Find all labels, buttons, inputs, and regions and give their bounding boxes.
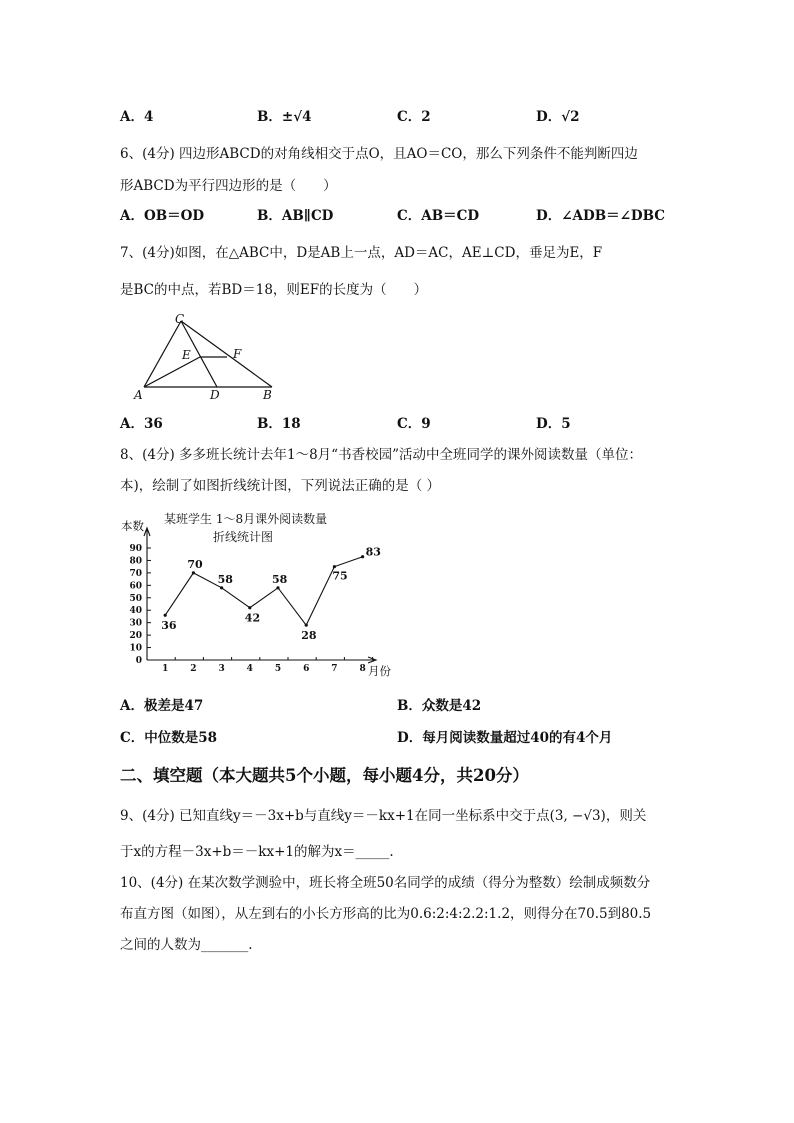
chart-data-point (333, 565, 336, 568)
q5-option-d: D．√2 (536, 109, 580, 125)
label-d: D (210, 388, 220, 402)
chart-data-point (248, 606, 251, 609)
chart-y-tick-label: 60 (129, 581, 142, 592)
chart-x-tick-label: 7 (331, 664, 338, 674)
q6-option-c: C．AB＝CD (397, 208, 480, 224)
chart-x-tick-label: 8 (359, 664, 366, 674)
chart-data-label: 83 (365, 545, 381, 559)
label-b: B (263, 388, 272, 402)
q9-line-1: 9、(4分) 已知直线y＝－3x+b与直线y＝－kx+1在同一坐标系中交于点(3, −√3)，则关 (120, 808, 647, 824)
chart-x-tick-label: 5 (274, 664, 282, 674)
q8-line-1: 8、(4分) 多多班长统计去年1～8月“书香校园”活动中全班同学的课外阅读数量（单位： (120, 447, 642, 463)
chart-x-label: 月份 (368, 664, 391, 678)
chart-data-label: 28 (301, 629, 317, 643)
q5-option-a: A．4 (120, 109, 154, 125)
label-f: F (233, 347, 242, 361)
q10-line-3: 之间的人数为_______. (120, 937, 253, 953)
q10-line-2: 布直方图（如图），从左到右的小长方形高的比为0.6:2:4:2.2:1.2，则得分在70.5到80.5 (120, 906, 652, 922)
q8-option-a: A．极差是47 (120, 698, 204, 714)
label-e: E (182, 348, 191, 362)
chart-y-tick-label: 40 (129, 606, 142, 617)
q10-line-1: 10、(4分) 在某次数学测验中，班长将全班50名同学的成绩（得分为整数）绘制成频数分 (120, 875, 651, 891)
q6-option-b: B．AB∥CD (257, 208, 334, 224)
chart-data-label: 70 (187, 557, 203, 571)
q8-option-d: D．每月阅读数量超过40的有4个月 (397, 730, 613, 746)
q6-line-1: 6、(4分) 四边形ABCD的对角线相交于点O，且AO＝CO，那么下列条件不能判断四边 (120, 146, 638, 162)
chart-y-tick-label: 30 (129, 618, 142, 629)
q8-line-chart (118, 508, 391, 680)
chart-title: 某班学生 1～8月课外阅读数量 (164, 512, 328, 526)
q6-option-d: D．∠ADB＝∠DBC (536, 208, 666, 224)
label-a: A (134, 388, 143, 402)
q8-option-b: B．众数是42 (397, 698, 482, 714)
segment-cb (181, 321, 272, 387)
q9-line-2: 于x的方程－3x+b＝－kx+1的解为x＝_____. (120, 844, 394, 860)
q5-option-c: C．2 (397, 109, 431, 125)
chart-data-label: 36 (161, 619, 177, 633)
chart-x-tick-label: 2 (190, 664, 197, 674)
q6-option-a: A．OB＝OD (120, 208, 205, 224)
section-2-title: 二、填空题（本大题共5个小题，每小题4分，共20分） (120, 766, 529, 785)
chart-y-tick-label: 20 (129, 631, 142, 642)
chart-subtitle: 折线统计图 (213, 530, 274, 544)
q8-line-2: 本)，绘制了如图折线统计图，下列说法正确的是（ ） (120, 478, 441, 494)
q7-triangle-figure (130, 310, 280, 402)
chart-y-tick-label: 50 (129, 593, 142, 604)
chart-data-point (192, 571, 195, 574)
chart-y-tick-label: 10 (129, 643, 142, 654)
q5-option-b: B．±√4 (257, 109, 312, 125)
chart-x-tick-label: 4 (246, 664, 253, 674)
chart-data-label: 58 (217, 572, 233, 586)
chart-data-point (164, 614, 167, 617)
chart-y-tick-label: 0 (135, 656, 142, 666)
chart-data-point (276, 586, 279, 589)
chart-data-point (220, 586, 223, 589)
chart-data-label: 58 (272, 572, 288, 586)
chart-y-tick-label: 80 (129, 556, 142, 567)
q7-line-2: 是BC的中点，若BD＝18，则EF的长度为（ ） (120, 282, 428, 298)
chart-data-label: 75 (332, 569, 348, 583)
chart-y-tick-label: 90 (129, 544, 142, 554)
chart-x-tick-label: 3 (218, 664, 225, 674)
chart-data-label: 42 (244, 611, 261, 625)
q7-option-c: C．9 (397, 416, 431, 432)
label-c: C (175, 312, 185, 326)
chart-y-tick-label: 70 (129, 568, 142, 579)
q7-option-a: A．36 (120, 416, 163, 432)
q7-option-b: B．18 (257, 416, 301, 432)
chart-data-point (305, 624, 308, 627)
chart-data-point (361, 555, 364, 558)
q8-option-c: C．中位数是58 (120, 730, 218, 746)
q7-option-d: D．5 (536, 416, 571, 432)
chart-x-tick-label: 6 (303, 664, 310, 674)
chart-y-label: 本数 (121, 519, 144, 533)
chart-x-tick-label: 1 (162, 664, 169, 674)
q7-line-1: 7、(4分)如图，在△ABC中，D是AB上一点，AD＝AC，AE⊥CD，垂足为E，F (120, 245, 603, 261)
q6-line-2: 形ABCD为平行四边形的是（ ） (120, 178, 337, 194)
